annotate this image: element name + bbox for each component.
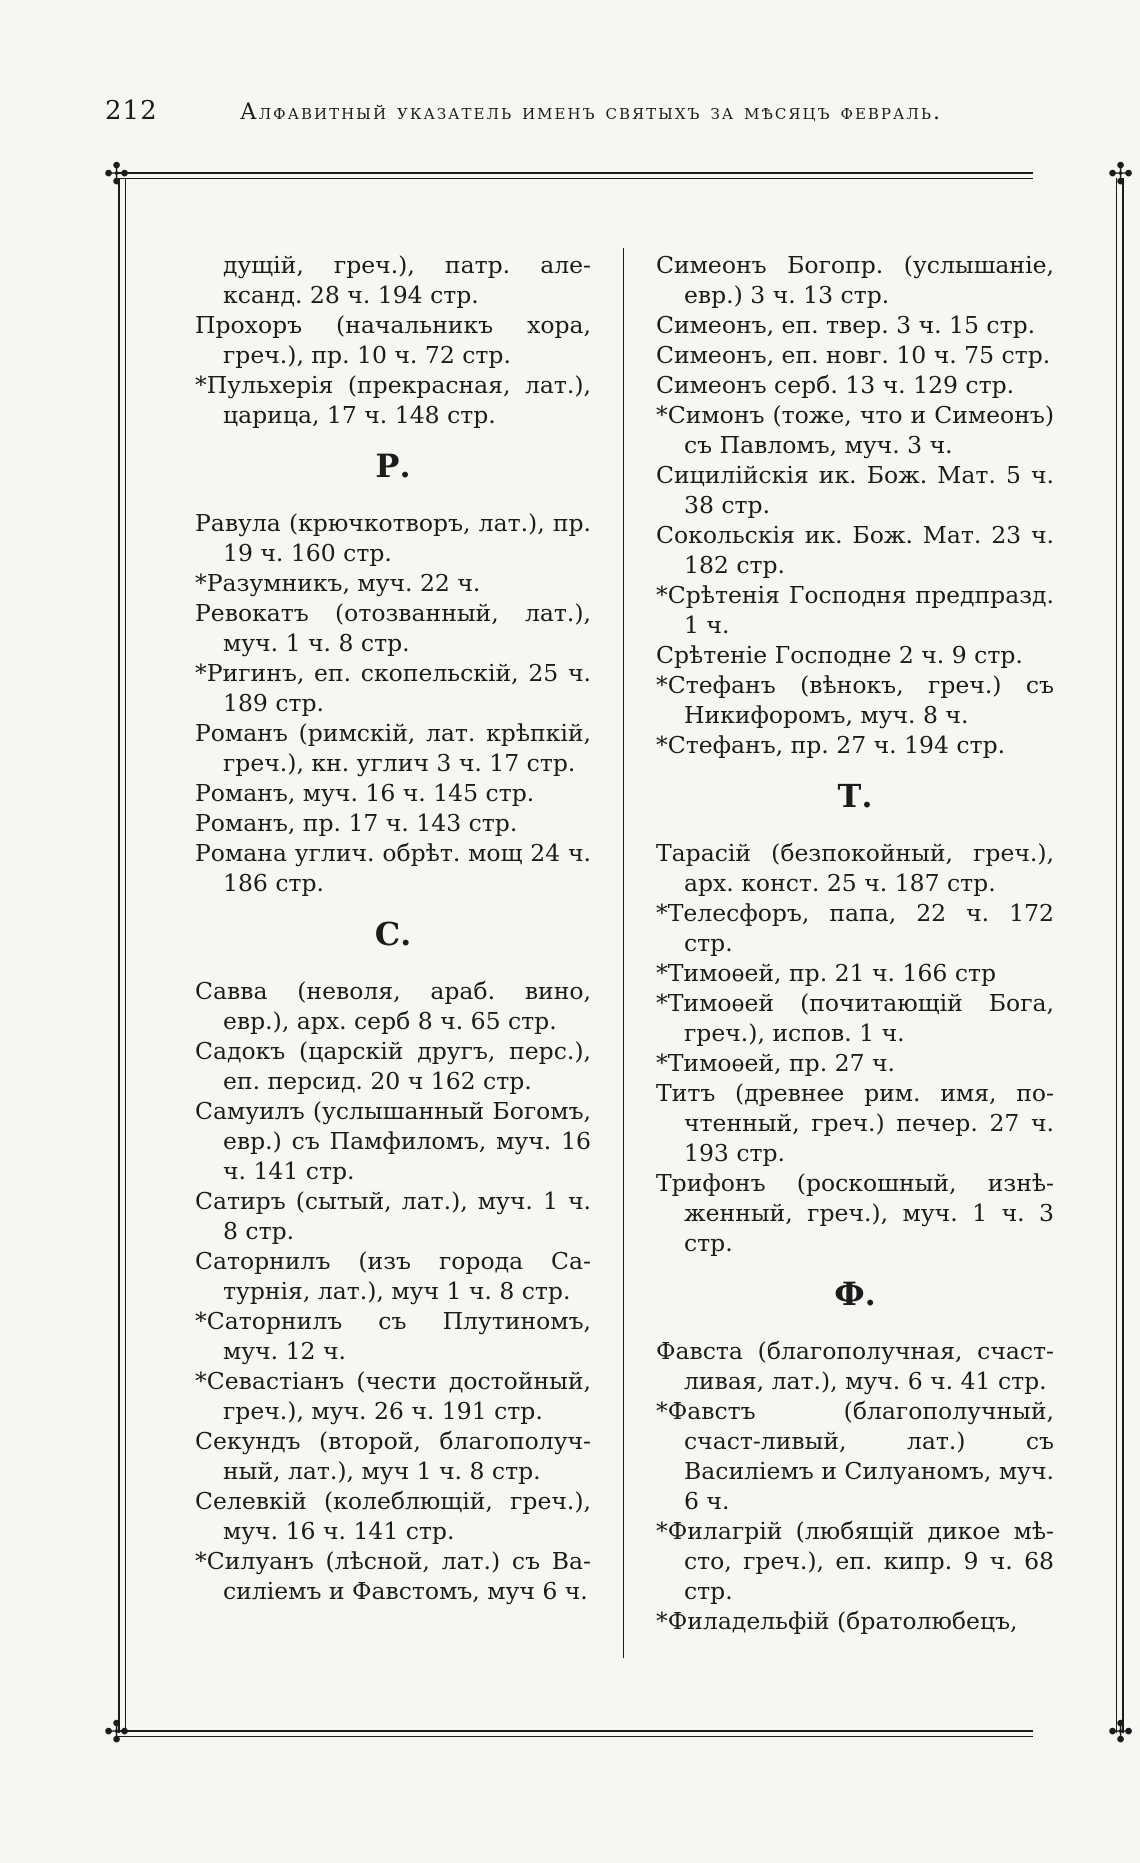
index-entry: Фавста (благополучная, счаст-ливая, лат.), муч. 6 ч. 41 стр. bbox=[656, 1337, 1054, 1395]
left-column bbox=[195, 250, 591, 1606]
frame-left-rule bbox=[118, 178, 120, 1733]
section-letter-f: Ф. bbox=[834, 1275, 876, 1313]
index-entry: *Срѣтенія Господня предпразд. 1 ч. bbox=[656, 581, 1054, 639]
index-entry: *Разумникъ, муч. 22 ч. bbox=[195, 569, 481, 597]
index-entry: *Стефанъ, пр. 27 ч. 194 стр. bbox=[656, 731, 1006, 759]
index-entry: Садокъ (царскій другъ, перс.), еп. персид. 20 ч 162 стр. bbox=[195, 1037, 591, 1095]
right-column bbox=[656, 250, 1054, 1636]
index-entry: *Ригинъ, еп. скопельскій, 25 ч. 189 стр. bbox=[195, 659, 591, 717]
index-entry: Романъ (римскій, лат. крѣпкій, греч.), кн. углич 3 ч. 17 стр. bbox=[195, 719, 591, 777]
corner-ornament-icon: ✣ bbox=[104, 157, 130, 192]
index-entry: дущій, греч.), патр. але-ксанд. 28 ч. 194 стр. bbox=[223, 251, 591, 309]
section-letter-r: Р. bbox=[375, 447, 411, 485]
frame-right-rule bbox=[1122, 178, 1124, 1733]
corner-ornament-icon: ✣ bbox=[1108, 157, 1134, 192]
index-entry: Самуилъ (услышанный Богомъ, евр.) съ Памфиломъ, муч. 16 ч. 141 стр. bbox=[195, 1097, 591, 1185]
section-letter-s: С. bbox=[374, 915, 412, 953]
frame-top-rule bbox=[118, 172, 1033, 174]
index-entry: *Тимоѳей, пр. 27 ч. bbox=[656, 1049, 896, 1077]
frame-right-rule-inner bbox=[1116, 178, 1117, 1733]
index-entry: Селевкій (колеблющій, греч.), муч. 16 ч. 141 стр. bbox=[195, 1487, 591, 1545]
index-entry: Симеонъ серб. 13 ч. 129 стр. bbox=[656, 371, 1015, 399]
page-header bbox=[105, 96, 1005, 136]
index-entry: Равула (крючкотворъ, лат.), пр. 19 ч. 160 стр. bbox=[195, 509, 591, 567]
index-entry: *Силуанъ (лѣсной, лат.) съ Ва-силіемъ и Фавстомъ, муч 6 ч. bbox=[195, 1547, 591, 1605]
running-title: Алфавитный указатель именъ святыхъ за мѣсяцъ февраль. bbox=[240, 100, 943, 125]
index-entry: Трифонъ (роскошный, изнѣ-женный, греч.), муч. 1 ч. 3 стр. bbox=[656, 1169, 1054, 1257]
corner-ornament-icon: ✣ bbox=[1108, 1715, 1134, 1750]
index-entry: Сатиръ (сытый, лат.), муч. 1 ч. 8 стр. bbox=[195, 1187, 591, 1245]
index-entry: Симеонъ, еп. твер. 3 ч. 15 стр. bbox=[656, 311, 1036, 339]
index-entry: Романъ, пр. 17 ч. 143 стр. bbox=[195, 809, 518, 837]
index-entry: *Стефанъ (вѣнокъ, греч.) съ Никифоромъ, муч. 8 ч. bbox=[656, 671, 1054, 729]
index-entry: Срѣтеніе Господне 2 ч. 9 стр. bbox=[656, 641, 1023, 669]
index-entry: Тарасій (безпокойный, греч.), арх. конст. 25 ч. 187 стр. bbox=[656, 839, 1054, 897]
index-entry: *Филагрій (любящій дикое мѣ-сто, греч.), еп. кипр. 9 ч. 68 стр. bbox=[656, 1517, 1054, 1605]
index-entry: *Саторнилъ съ Плутиномъ, муч. 12 ч. bbox=[195, 1307, 591, 1365]
index-entry: Ревокатъ (отозванный, лат.), муч. 1 ч. 8 стр. bbox=[195, 599, 591, 657]
index-entry: *Телесфоръ, папа, 22 ч. 172 стр. bbox=[656, 899, 1054, 957]
index-entry: *Фавстъ (благополучный, счаст-ливый, лат.) съ Василіемъ и Силуаномъ, муч. 6 ч. bbox=[656, 1397, 1054, 1515]
page-number: 212 bbox=[105, 96, 158, 126]
index-entry: *Севастіанъ (чести достойный, греч.), муч. 26 ч. 191 стр. bbox=[195, 1367, 591, 1425]
index-entry: Симеонъ, еп. новг. 10 ч. 75 стр. bbox=[656, 341, 1051, 369]
frame-left-rule-inner bbox=[125, 178, 126, 1733]
index-entry: Саторнилъ (изъ города Са-турнія, лат.), муч 1 ч. 8 стр. bbox=[195, 1247, 591, 1305]
column-divider bbox=[623, 248, 624, 1658]
index-entry: *Симонъ (тоже, что и Симеонъ) съ Павломъ, муч. 3 ч. bbox=[656, 401, 1054, 459]
index-entry: Романа углич. обрѣт. мощ 24 ч. 186 стр. bbox=[195, 839, 591, 897]
corner-ornament-icon: ✣ bbox=[104, 1715, 130, 1750]
index-entry: Титъ (древнее рим. имя, по-чтенный, греч.) печер. 27 ч. 193 стр. bbox=[656, 1079, 1054, 1167]
index-entry: *Тимоѳей (почитающій Бога, греч.), испов. 1 ч. bbox=[656, 989, 1054, 1047]
index-entry: *Тимоѳей, пр. 21 ч. 166 стр bbox=[656, 959, 997, 987]
index-entry: Савва (неволя, араб. вино, евр.), арх. серб 8 ч. 65 стр. bbox=[195, 977, 591, 1035]
section-letter-t: Т. bbox=[837, 777, 873, 815]
index-entry: Секундъ (второй, благополуч-ный, лат.), муч 1 ч. 8 стр. bbox=[195, 1427, 591, 1485]
index-entry: Сицилійскія ик. Бож. Мат. 5 ч. 38 стр. bbox=[656, 461, 1054, 519]
index-entry: Романъ, муч. 16 ч. 145 стр. bbox=[195, 779, 535, 807]
index-entry: Симеонъ Богопр. (услышаніе, евр.) 3 ч. 13 стр. bbox=[656, 251, 1054, 309]
index-entry: Сокольскія ик. Бож. Мат. 23 ч. 182 стр. bbox=[656, 521, 1054, 579]
index-entry: *Пульхерія (прекрасная, лат.), царица, 17 ч. 148 стр. bbox=[195, 371, 591, 429]
frame-bottom-rule-inner bbox=[118, 1736, 1033, 1737]
frame-top-rule-inner bbox=[118, 178, 1033, 179]
frame-bottom-rule bbox=[118, 1730, 1033, 1732]
index-entry: Прохоръ (начальникъ хора, греч.), пр. 10 ч. 72 стр. bbox=[195, 311, 591, 369]
index-entry: *Филадельфій (братолюбецъ, bbox=[656, 1607, 1018, 1635]
